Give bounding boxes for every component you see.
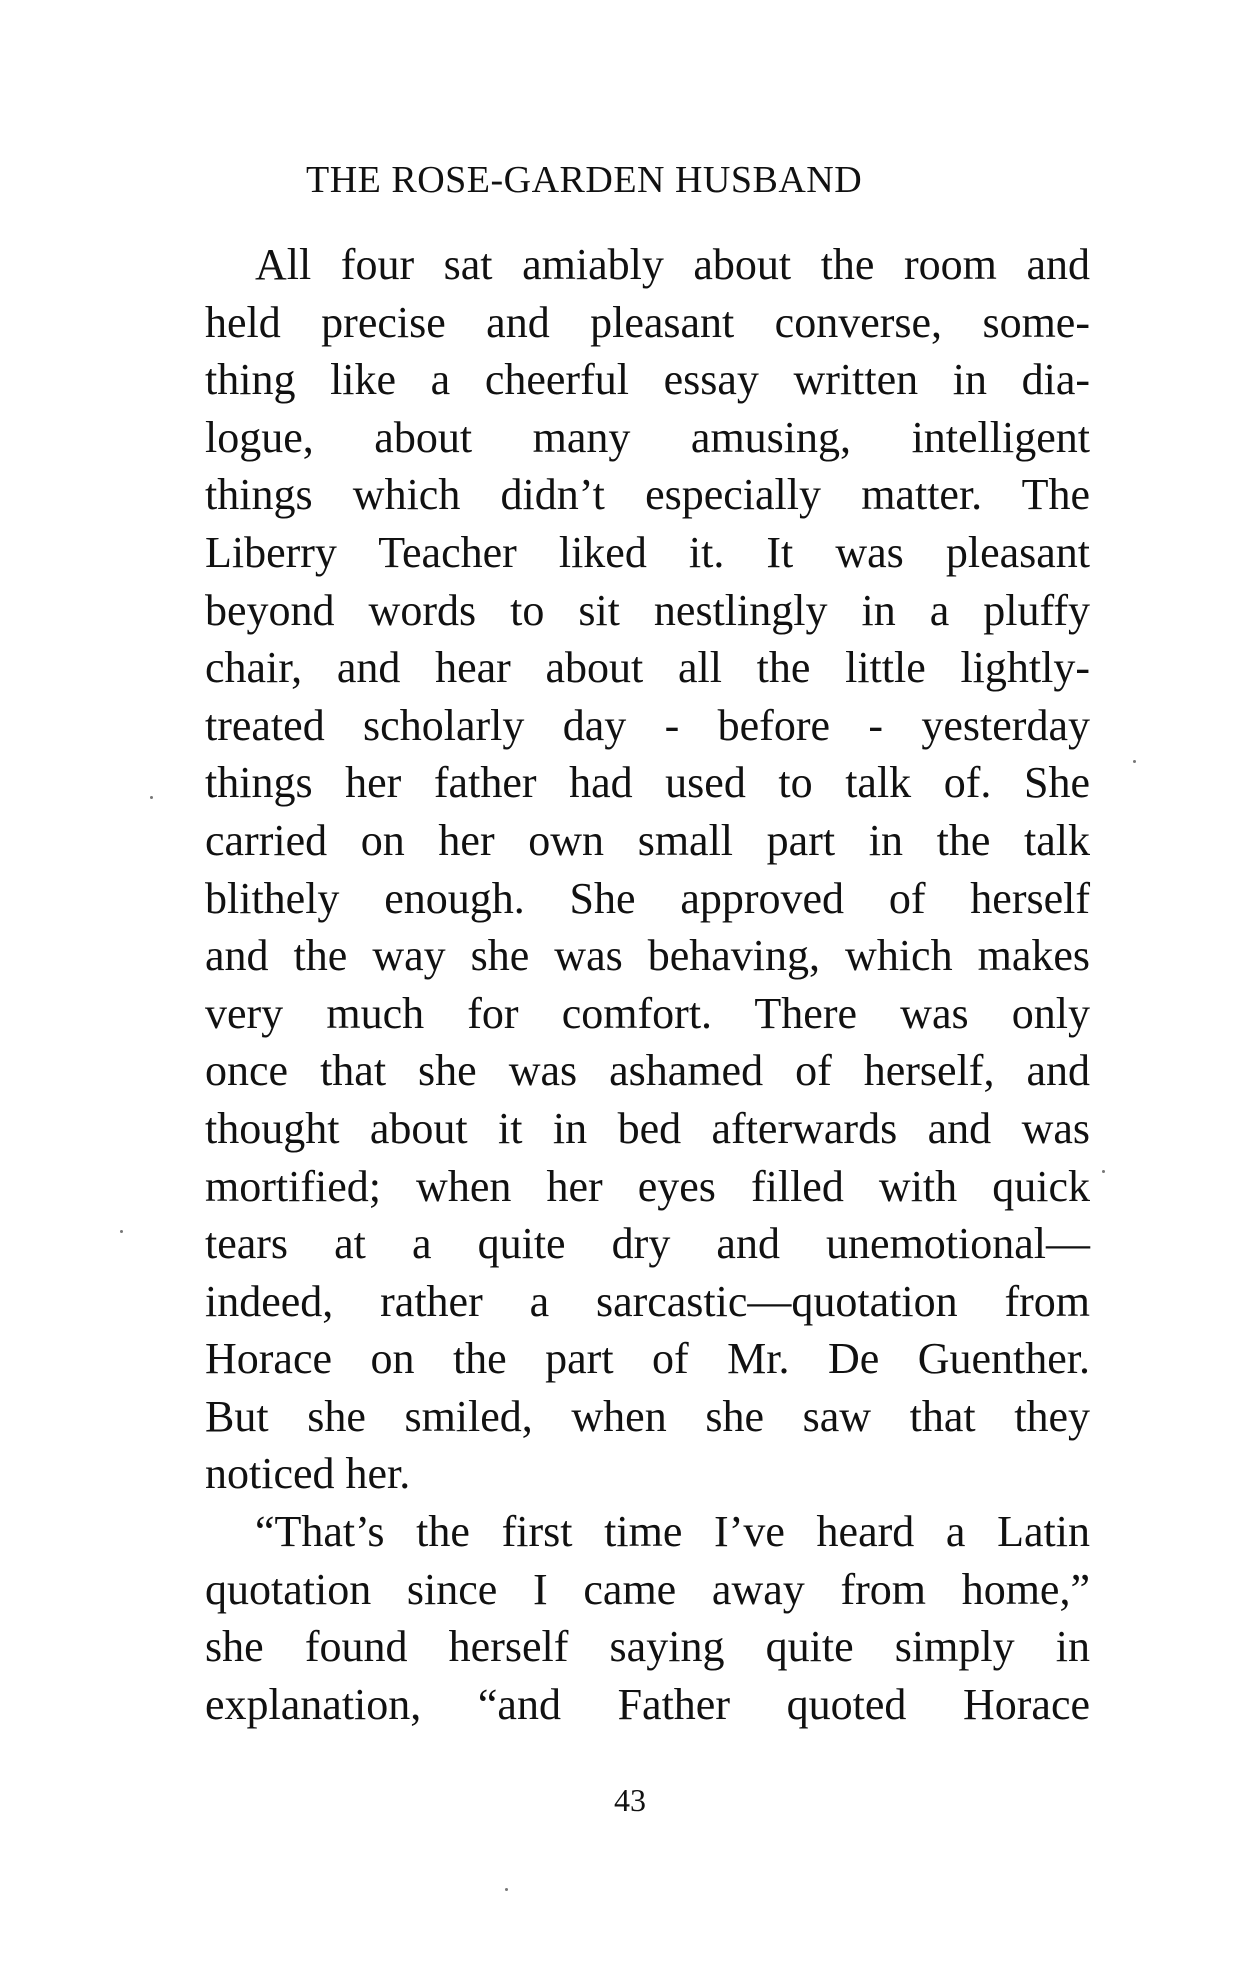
paper-speck <box>150 796 153 799</box>
text-line: thing like a cheerful essay written in dia- <box>205 355 1090 405</box>
text-line: noticed her. <box>205 1449 411 1499</box>
text-line: All four sat amiably about the room and <box>255 240 1090 289</box>
text-line: explanation, “and Father quoted Horace <box>205 1679 1090 1729</box>
text-line: thought about it in bed afterwards and was <box>205 1103 1090 1153</box>
running-head: THE ROSE-GARDEN HUSBAND <box>306 159 863 201</box>
text-line: treated scholarly day - before - yesterday <box>205 700 1090 750</box>
text-line: tears at a quite dry and unemotional— <box>205 1219 1090 1269</box>
paper-speck <box>120 1230 123 1233</box>
paper-speck <box>1133 760 1136 763</box>
text-line: once that she was ashamed of herself, and <box>205 1046 1090 1096</box>
text-line: beyond words to sit nestlingly in a pluffy <box>205 585 1090 635</box>
text-line: held precise and pleasant converse, some- <box>205 297 1090 347</box>
body-text <box>205 236 1090 1733</box>
paper-speck <box>1102 1170 1105 1173</box>
text-line: she found herself saying quite simply in <box>205 1622 1090 1672</box>
text-line: logue, about many amusing, intelligent <box>205 412 1090 462</box>
text-line: carried on her own small part in the talk <box>205 815 1090 865</box>
text-line: mortified; when her eyes filled with quick <box>205 1161 1090 1211</box>
text-line: “That’s the first time I’ve heard a Latin <box>255 1507 1090 1557</box>
text-line: But she smiled, when she saw that they <box>205 1391 1090 1441</box>
text-line: quotation since I came away from home,” <box>205 1564 1090 1614</box>
text-line: and the way she was behaving, which makes <box>205 931 1090 981</box>
text-line: chair, and hear about all the little lightly- <box>205 643 1090 693</box>
text-line: blithely enough. She approved of herself <box>205 873 1090 923</box>
text-line: Horace on the part of Mr. De Guenther. <box>205 1334 1090 1384</box>
page-number: 43 <box>614 1782 646 1818</box>
text-line: very much for comfort. There was only <box>205 988 1090 1038</box>
text-line: indeed, rather a sarcastic—quotation from <box>205 1276 1090 1326</box>
text-line: things which didn’t especially matter. The <box>205 470 1090 520</box>
text-line: things her father had used to talk of. She <box>205 758 1090 808</box>
text-line: Liberry Teacher liked it. It was pleasant <box>205 527 1090 577</box>
paper-speck <box>505 1888 508 1891</box>
